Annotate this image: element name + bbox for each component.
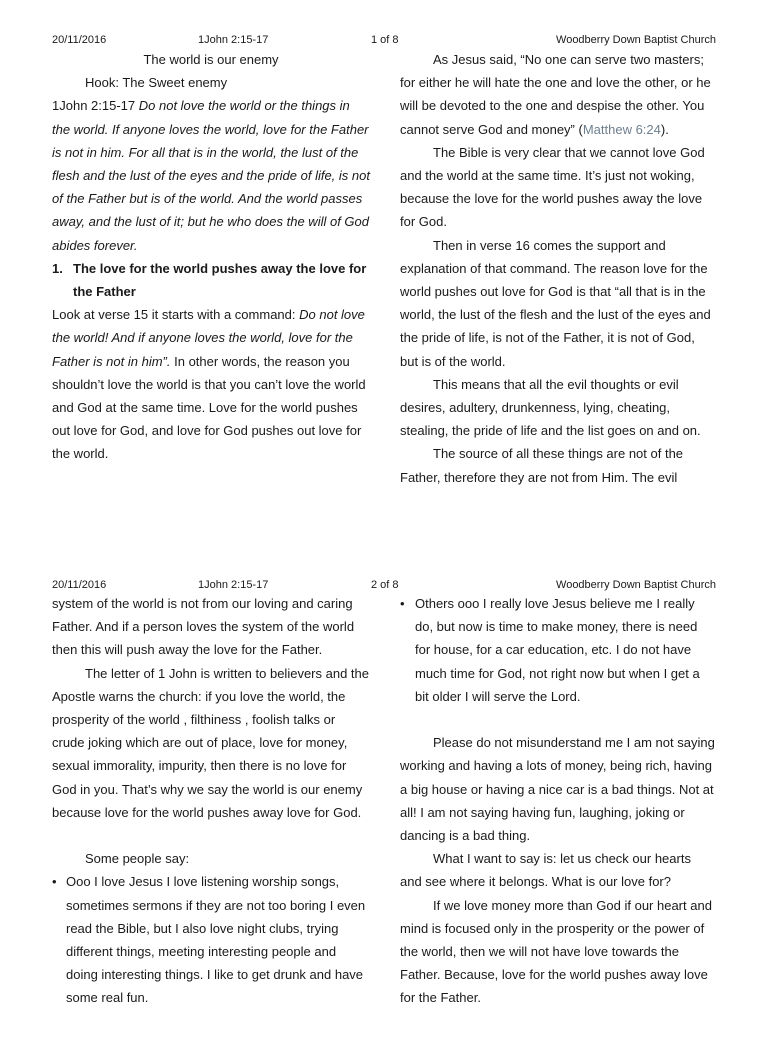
- bullet-text: Ooo I love Jesus I love listening worship songs, sometimes sermons if they are not too boring I even read the Bible, but I also love night clubs, trying different things, meeting interesting people and doing interesting things. I like to get drunk and have some real fun.: [66, 874, 366, 1006]
- bullet-text: Others ooo I really love Jesus believe me I really do, but now is time to make money, there is need for house, for a car education, etc. I do not have much time for God, not right now but when I get a bit older I will serve the Lord.: [415, 596, 700, 704]
- bullet-icon: •: [52, 874, 57, 890]
- left-column: [52, 592, 370, 1010]
- paragraph-spacer: [400, 708, 716, 731]
- point-heading-1: [52, 257, 370, 303]
- paragraph-spacer: [52, 824, 370, 847]
- continuation-paragraph: system of the world is not from our loving and caring Father. And if a person loves the system of the world then this will push away the love for the Father.: [52, 596, 355, 658]
- sermon-title: The world is our enemy: [143, 52, 279, 67]
- some-people-say: Some people say:: [85, 851, 190, 867]
- jesus-quote-paragraph: [400, 48, 716, 141]
- header-date: 20/11/2016: [52, 579, 107, 591]
- point-heading-text: The love for the world pushes away the love for the Father: [73, 260, 367, 300]
- sermon-hook: Hook: The Sweet enemy: [85, 75, 228, 91]
- right-column: [400, 48, 716, 489]
- header-page-number: 2 of 8: [371, 579, 399, 591]
- bullet-item-2: [400, 592, 716, 708]
- left-column: [52, 48, 370, 466]
- scripture-text: Do not love the world or the things in the world. If anyone loves the world, love for the Father is not in him. For all that is in the world, the lust of the flesh and the lust of the eyes and the pride of life, is not of the Father but is of the world. And the world passes away, and the lust of it; but he who does the will of God abides forever.: [52, 98, 370, 253]
- bullet-icon: •: [400, 596, 405, 611]
- bullet-item-1: [52, 870, 370, 1009]
- header-reference: 1John 2:15-17: [198, 579, 269, 591]
- page-header: [0, 33, 768, 47]
- verse15-quote: Do not love the world! And if anyone loves the world, love for the Father is not in him”.: [52, 307, 365, 369]
- verse16-paragraph: Then in verse 16 comes the support and explanation of that command. The reason love for the world pushes out love for God is that “all that is in the world, the lust of the flesh and the lust of the eyes and the pride of life, is not of the Father, it is not of God, but is of the world.: [400, 237, 711, 369]
- header-date: 20/11/2016: [52, 34, 107, 46]
- source-paragraph: The source of all these things are not of the Father, therefore they are not from Him. The evil: [400, 446, 684, 485]
- if-we-love-paragraph: If we love money more than God if our heart and mind is focused only in the prosperity or the power of the world, then we will not have love towards the Father. Because, love for the world pushes away love for the Father.: [400, 897, 712, 1006]
- right-column: [400, 592, 716, 1010]
- verse15-intro: Look at verse 15 it starts with a command:: [52, 307, 296, 323]
- letter-paragraph: The letter of 1 John is written to believers and the Apostle warns the church: if you love the world, the prosperity of the world , filthiness , foolish talks or crude joking which are out of place, love for money, sexual immorality, impurity, then there is no love for God in you. That’s why we say the world is our enemy because love for the world pushes away love for God.: [52, 665, 369, 820]
- verse15-rest: In other words, the reason you shouldn’t love the world is that you can’t love the world and God at the same time. Love for the world pushes out love for God, and love for God pushes out love for the world.: [52, 353, 366, 462]
- scripture-reference: 1John 2:15-17: [52, 98, 136, 114]
- scripture-paragraph: [52, 94, 370, 256]
- header-church: Woodberry Down Baptist Church: [556, 34, 716, 46]
- bible-clear-paragraph: The Bible is very clear that we cannot love God and the world at the same time. It’s just not woking, because the love for the world pushes away the love for God.: [400, 144, 705, 230]
- header-church: Woodberry Down Baptist Church: [556, 579, 716, 591]
- header-reference: 1John 2:15-17: [198, 34, 269, 46]
- document-page-1: [0, 0, 768, 512]
- misunderstand-paragraph: Please do not misunderstand me I am not saying working and having a lots of money, being rich, having a big house or having a nice car is a bad things. Not at all! I am not saying having fun, laughing, joking or dancing is a bad thing.: [400, 735, 715, 844]
- jesus-quote-close: ).: [660, 121, 669, 137]
- evil-thoughts-paragraph: This means that all the evil thoughts or evil desires, adultery, drunkenness, lying, cheating, stealing, the pride of life and the list goes on and on.: [400, 376, 701, 439]
- what-i-want-paragraph: What I want to say is: let us check our hearts and see where it belongs. What is our love for?: [400, 851, 691, 890]
- point-number: 1.: [52, 260, 63, 276]
- header-page-number: 1 of 8: [371, 34, 399, 46]
- verse15-paragraph: [52, 303, 370, 465]
- page-header: [0, 578, 768, 592]
- jesus-quote-text: As Jesus said, “No one can serve two masters; for either he will hate the one and love the other, or he will be devoted to the one and despise the other. You cannot serve God and money” (: [400, 52, 711, 137]
- matthew-reference-link[interactable]: Matthew 6:24: [582, 121, 661, 137]
- document-page-2: [0, 545, 768, 1057]
